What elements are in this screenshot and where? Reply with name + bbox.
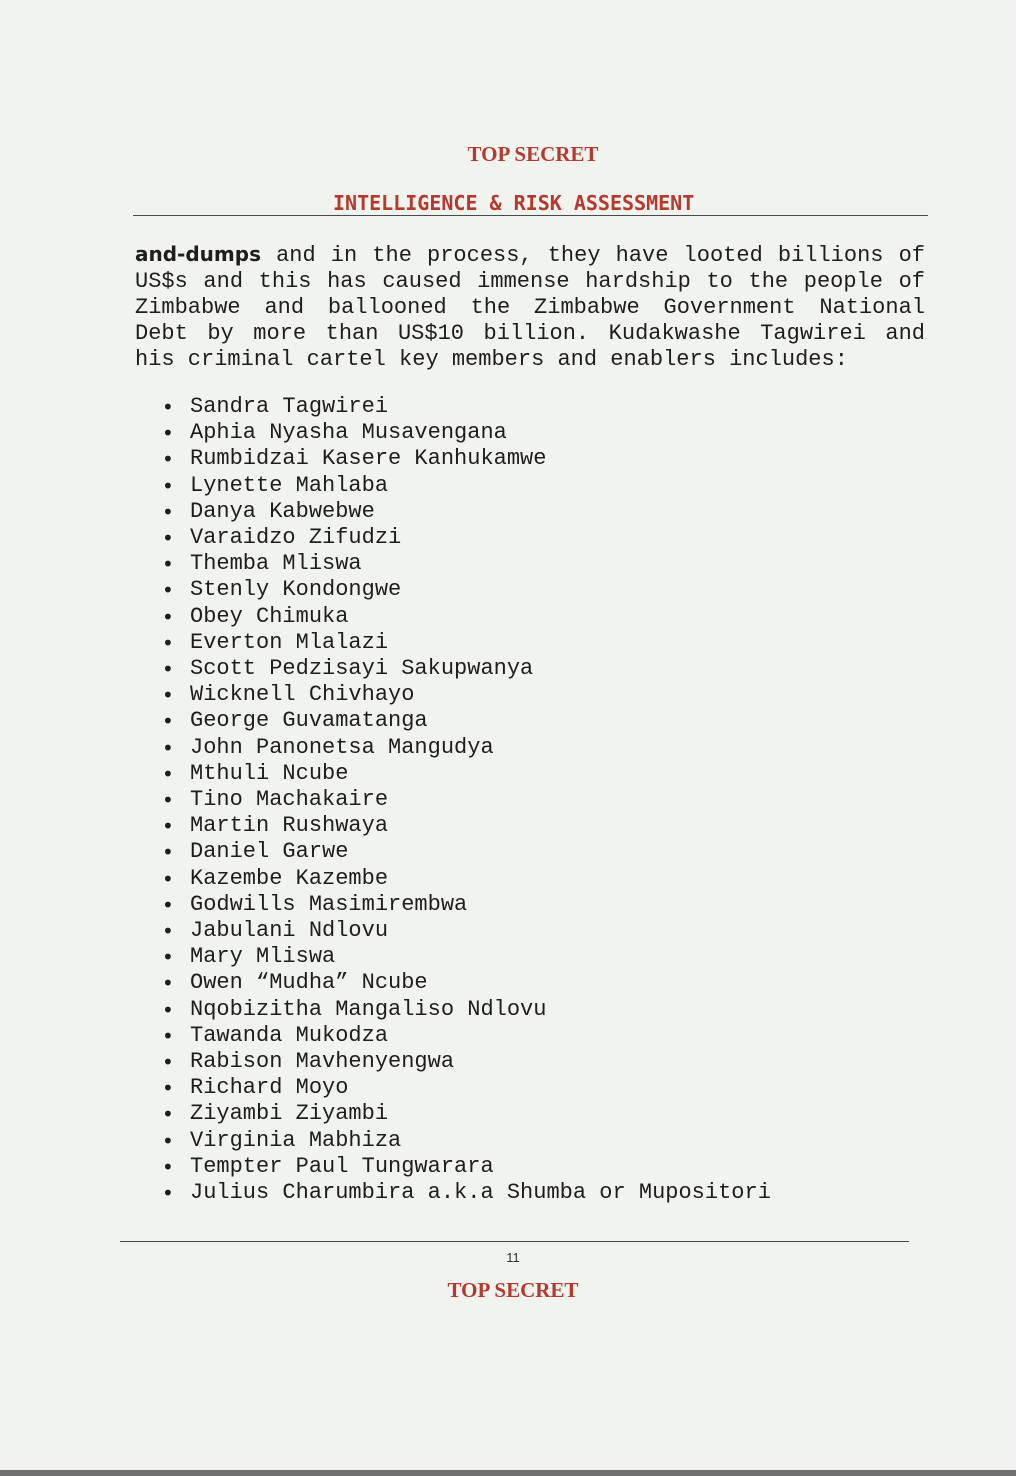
list-item: • Nqobizitha Mangaliso Ndlovu bbox=[158, 997, 771, 1023]
list-item: • John Panonetsa Mangudya bbox=[158, 735, 771, 761]
names-list bbox=[158, 394, 771, 1206]
list-item: • George Guvamatanga bbox=[158, 708, 771, 734]
list-item: • Lynette Mahlaba bbox=[158, 473, 771, 499]
list-item: • Obey Chimuka bbox=[158, 604, 771, 630]
list-item: • Mthuli Ncube bbox=[158, 761, 771, 787]
list-item: • Tawanda Mukodza bbox=[158, 1023, 771, 1049]
footer-classification: TOP SECRET bbox=[447, 1278, 579, 1302]
list-item: • Martin Rushwaya bbox=[158, 813, 771, 839]
list-item: • Stenly Kondongwe bbox=[158, 577, 771, 603]
list-item: • Kazembe Kazembe bbox=[158, 866, 771, 892]
list-item: • Wicknell Chivhayo bbox=[158, 682, 771, 708]
list-item: • Tempter Paul Tungwarara bbox=[158, 1154, 771, 1180]
list-item: • Danya Kabwebwe bbox=[158, 499, 771, 525]
document-title: INTELLIGENCE & RISK ASSESSMENT bbox=[333, 191, 695, 215]
list-item: • Rumbidzai Kasere Kanhukamwe bbox=[158, 446, 771, 472]
page-number: 11 bbox=[506, 1250, 520, 1265]
list-item: • Themba Mliswa bbox=[158, 551, 771, 577]
list-item: • Scott Pedzisayi Sakupwanya bbox=[158, 656, 771, 682]
list-item: • Everton Mlalazi bbox=[158, 630, 771, 656]
list-item: • Mary Mliswa bbox=[158, 944, 771, 970]
list-item: • Tino Machakaire bbox=[158, 787, 771, 813]
list-item: • Richard Moyo bbox=[158, 1075, 771, 1101]
list-item: • Aphia Nyasha Musavengana bbox=[158, 420, 771, 446]
body-paragraph bbox=[135, 241, 925, 373]
list-item: • Ziyambi Ziyambi bbox=[158, 1101, 771, 1127]
footer-divider bbox=[120, 1241, 909, 1242]
list-item: • Varaidzo Zifudzi bbox=[158, 525, 771, 551]
list-item: • Owen “Mudha” Ncube bbox=[158, 970, 771, 996]
list-item: • Virginia Mabhiza bbox=[158, 1128, 771, 1154]
list-item: • Daniel Garwe bbox=[158, 839, 771, 865]
page-bottom-edge bbox=[0, 1470, 1016, 1476]
list-item: • Jabulani Ndlovu bbox=[158, 918, 771, 944]
paragraph-text: and in the process, they have looted billions of US$s and this has caused immense hardship to the people of Zimbabwe and ballooned the Zimbabwe Government National Debt by more than US$10 billion. Kudakwashe Tagwirei and his criminal cartel key members and enablers includes: bbox=[135, 243, 925, 372]
list-item: • Rabison Mavhenyengwa bbox=[158, 1049, 771, 1075]
header-divider bbox=[133, 215, 928, 216]
lead-bold-text: and-dumps bbox=[135, 242, 261, 266]
list-item: • Sandra Tagwirei bbox=[158, 394, 771, 420]
list-item: • Julius Charumbira a.k.a Shumba or Mupositori bbox=[158, 1180, 771, 1206]
list-item: • Godwills Masimirembwa bbox=[158, 892, 771, 918]
header-classification: TOP SECRET bbox=[467, 142, 599, 166]
